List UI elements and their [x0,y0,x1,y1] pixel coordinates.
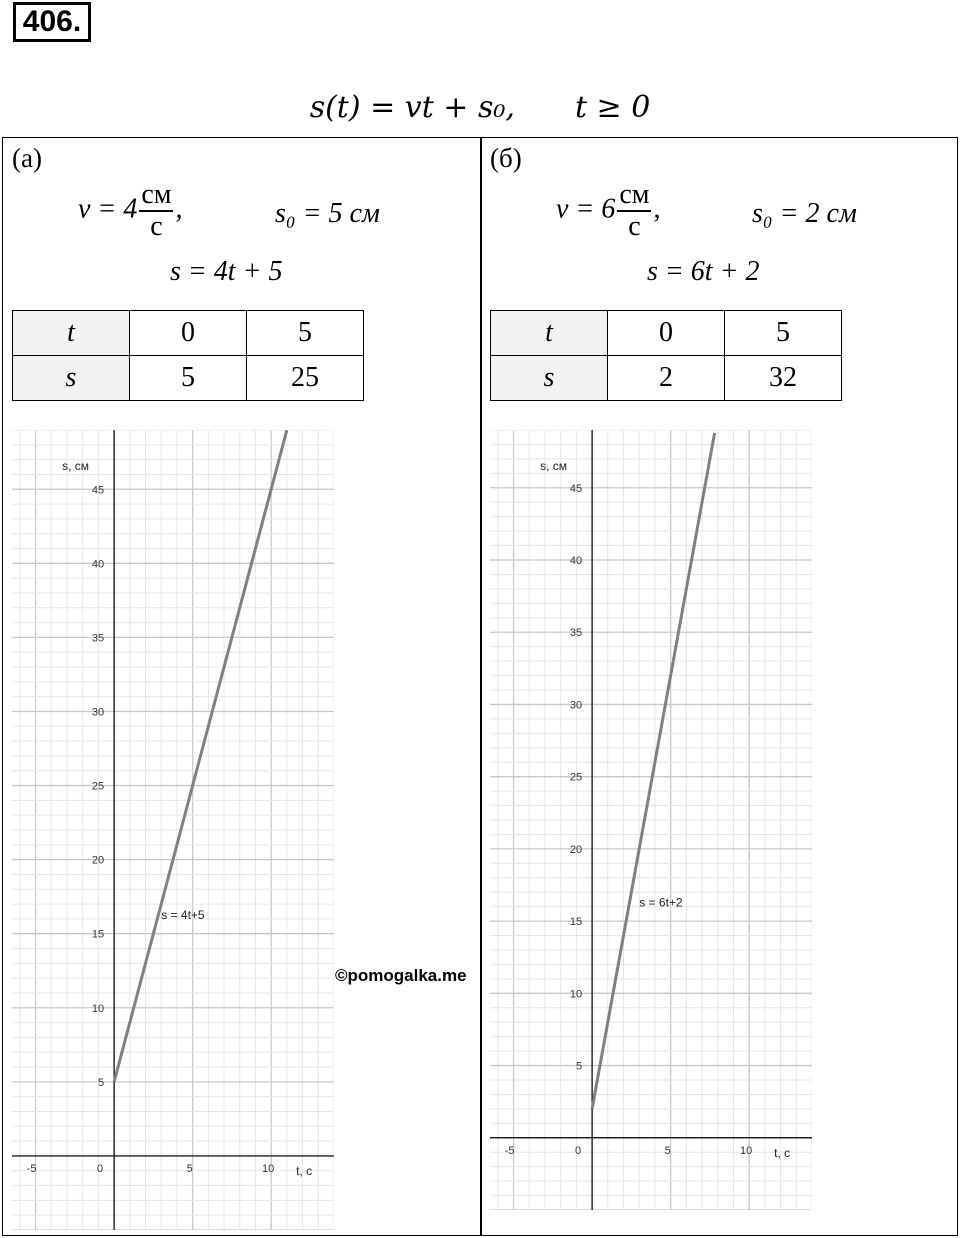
table-row [491,311,842,356]
panel-a-unit-num: см [141,179,172,210]
y-tick-label: 25 [569,771,583,784]
series-label: s = 4t+5 [161,907,205,922]
y-tick-label: 40 [569,555,583,567]
series-label: s = 6t+2 [639,895,683,910]
table-cell: 5 [247,311,364,356]
y-tick-label: 45 [91,484,105,497]
panel-b-v-prefix: v = 6 [556,193,616,225]
formula-main: s(t) = vt + s₀, [309,90,515,125]
x-tick-label: 10 [262,1162,275,1175]
x-tick-label: -5 [26,1162,37,1175]
table-row [491,356,842,401]
table-cell: t [13,311,130,356]
table-cell: 5 [130,356,247,401]
panel-b-unit-den: с [628,211,641,242]
x-tick-label: 0 [97,1162,104,1175]
panel-b-velocity [556,180,660,242]
y-tick-label: 45 [569,482,583,495]
panel-b-unit-fraction [617,180,651,242]
panel-a-s0: s₀ = 5 см [275,198,380,229]
table-cell: 0 [608,311,725,356]
formula-condition: t ≥ 0 [574,90,651,125]
y-tick-label: 35 [569,627,583,640]
table-cell: t [491,311,608,356]
panel-a-velocity [78,180,182,242]
panel-a-equation: s = 4t + 5 [170,256,283,287]
x-tick-label: 10 [740,1144,753,1157]
panel-a-graph [12,430,334,1230]
table-cell: s [491,356,608,401]
x-tick-label: 5 [186,1162,193,1175]
x-tick-label: 0 [575,1144,582,1157]
x-tick-label: 5 [664,1144,671,1157]
table-cell: 32 [725,356,842,401]
panel-b-graph [490,430,812,1210]
panel-b-v-suffix: , [653,193,661,225]
panel-b-equation: s = 6t + 2 [647,256,760,287]
y-tick-label: 5 [575,1060,583,1073]
y-tick-label: 30 [91,706,105,719]
y-tick-label: 5 [97,1076,105,1089]
panel-a-v-suffix: , [175,193,183,225]
x-axis-label: t, с [296,1163,313,1178]
y-tick-label: 15 [569,916,583,929]
y-tick-label: 10 [569,988,583,1001]
grid [490,430,812,1210]
table-cell: 0 [130,311,247,356]
table-row [13,356,364,401]
watermark: ©pomogalka.me [335,966,467,985]
y-tick-label: 25 [91,780,105,793]
y-tick-label: 15 [91,928,105,941]
y-tick-label: 20 [569,843,583,856]
x-tick-label: -5 [504,1144,515,1157]
panel-a-unit-fraction [139,180,173,242]
y-axis-label: s, см [540,459,568,473]
panel-a-label: (а) [12,143,42,173]
table-cell: s [13,356,130,401]
x-axis-label: t, с [774,1145,791,1160]
y-tick-label: 35 [91,632,105,645]
table-cell: 25 [247,356,364,401]
problem-number: 406. [13,2,91,42]
panel-b-table [490,310,842,401]
y-tick-label: 30 [569,699,583,712]
panel-b-unit-num: см [619,179,650,210]
y-axis-label: s, см [62,459,90,473]
panel-b-s0: s₀ = 2 см [752,198,857,229]
main-formula [0,90,960,125]
table-row [13,311,364,356]
table-cell: 5 [725,311,842,356]
table-cell: 2 [608,356,725,401]
grid [12,430,334,1230]
panel-a-table [12,310,364,401]
y-tick-label: 20 [91,854,105,867]
y-tick-label: 10 [91,1002,105,1015]
panel-b-label: (б) [490,143,522,173]
y-tick-label: 40 [91,558,105,571]
panel-a-unit-den: с [150,211,163,242]
panel-a-v-prefix: v = 4 [78,193,138,225]
